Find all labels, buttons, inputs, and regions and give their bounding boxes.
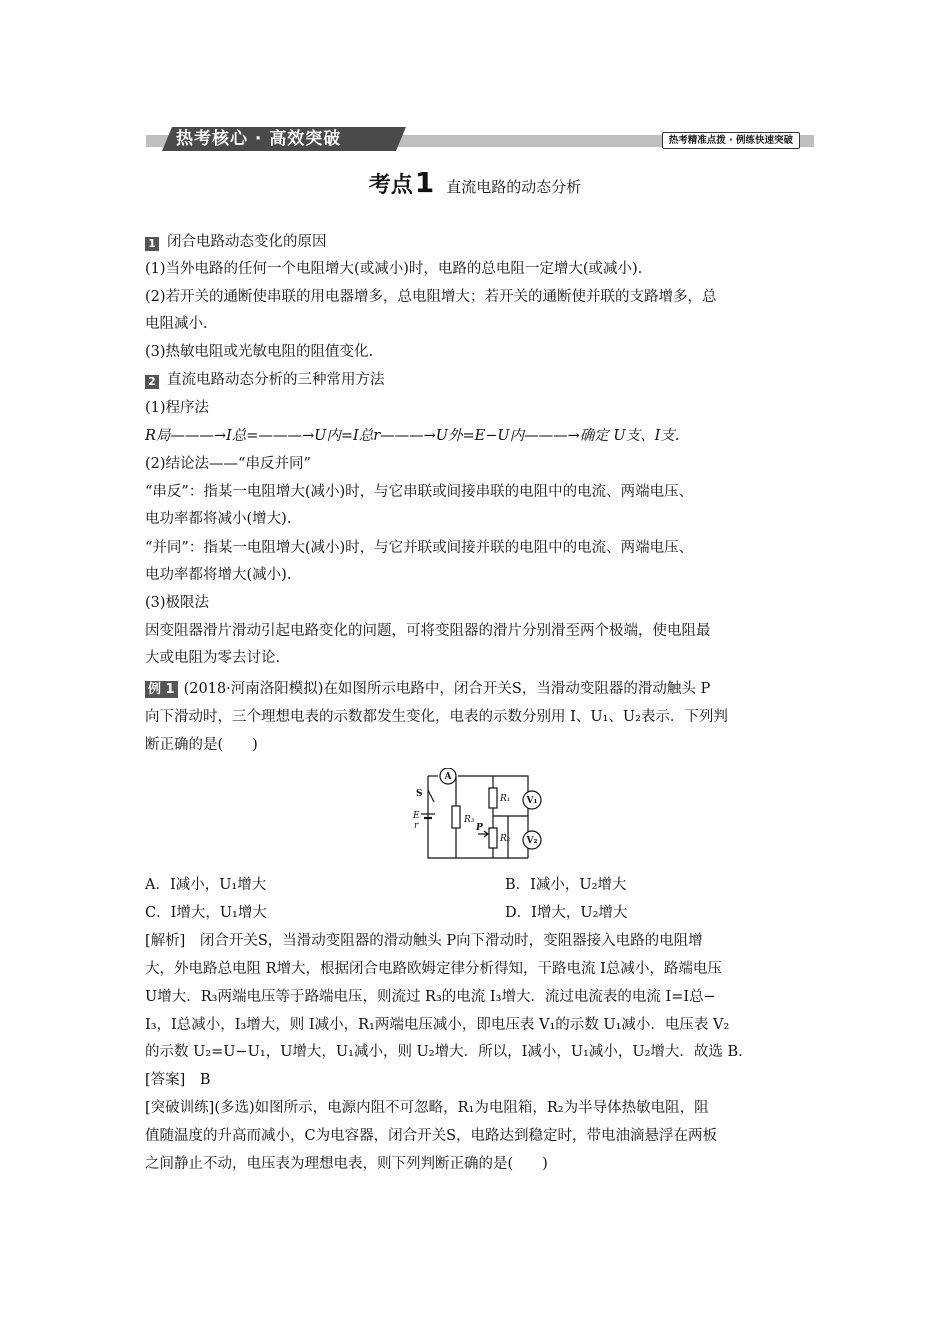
analysis-line: 大，外电路总电阻 R增大，根据闭合电路欧姆定律分析得知，干路电流 I总减小，路端电压 <box>145 961 722 977</box>
option-a: A．I减小，U₁增大 <box>145 877 267 893</box>
text-line: 电功率都将减小(增大). <box>145 511 292 527</box>
banner-title: 热考核心 · 高效突破 <box>176 129 342 149</box>
training-line: 值随温度的升高而减小，C为电容器，闭合开关S，电路达到稳定时，带电油滴悬浮在两板 <box>145 1128 718 1144</box>
rheostat-r2-icon <box>489 828 497 848</box>
topic-prefix: 考点 <box>368 173 413 198</box>
option-d: D．I增大，U₂增大 <box>505 905 628 921</box>
topic-title: 直流电路的动态分析 <box>446 178 582 196</box>
training-line: [突破训练](多选)如图所示，电源内阻不可忽略，R₁为电阻箱，R₂为半导体热敏电阻，阻 <box>145 1100 709 1116</box>
section-banner <box>146 127 814 151</box>
training-line: 之间静止不动，电压表为理想电表，则下列判断正确的是( ) <box>145 1156 548 1172</box>
r1-label: R₁ <box>500 794 511 804</box>
slider-label: P <box>476 823 483 833</box>
text-line: 因变阻器滑片滑动引起电路变化的问题，可将变阻器的滑片分别滑至两个极端，使电阻最 <box>145 623 711 639</box>
text-line: “串反”：指某一电阻增大(减小)时，与它串联或间接串联的电阻中的电流、两端电压、 <box>145 484 694 500</box>
section-heading-1 <box>145 232 327 252</box>
emf-label: E <box>413 811 420 821</box>
text-line: 电功率都将增大(减小). <box>145 567 292 583</box>
text-line: “并同”：指某一电阻增大(减小)时，与它并联或间接并联的电阻中的电流、两端电压、 <box>145 540 694 556</box>
section-number-icon: 1 <box>145 237 159 251</box>
v1-label: V₁ <box>526 796 538 806</box>
section-heading-2 <box>145 370 385 390</box>
example-label: 例 1 <box>145 681 178 698</box>
text-line: (3)极限法 <box>145 595 210 611</box>
text-line: 电阻减小. <box>145 316 208 332</box>
section-title: 直流电路动态分析的三种常用方法 <box>167 372 385 388</box>
topic-heading <box>0 166 950 199</box>
v2-label: V₂ <box>526 836 538 846</box>
question-line: (2018·河南洛阳模拟)在如图所示电路中，闭合开关S，当滑动变阻器的滑动触头 P <box>183 681 711 697</box>
option-b: B．I减小，U₂增大 <box>505 877 627 893</box>
answer-line: [答案] B <box>145 1072 211 1088</box>
text-line: (3)热敏电阻或光敏电阻的阻值变化. <box>145 344 374 360</box>
text-line: (2)结论法——“串反并同” <box>145 456 311 472</box>
analysis-line: I₃，I总减小，I₃增大，则 I减小，R₁两端电压减小，即电压表 V₁的示数 U₁减小．电压表 V₂ <box>145 1017 730 1033</box>
topic-number: 1 <box>414 166 435 199</box>
question-line: 断正确的是( ) <box>145 737 258 753</box>
analysis-line: 的示数 U₂=U−U₁，U增大，U₁减小，则 U₂增大．所以，I减小，U₁减小，U₂增大．故选 B. <box>145 1044 743 1060</box>
analysis-line: [解析] 闭合开关S，当滑动变阻器的滑动触头 P向下滑动时，变阻器接入电路的电阻增 <box>145 933 703 949</box>
resistor-r1-icon <box>489 788 497 808</box>
resistor-r3-icon <box>452 806 460 828</box>
question-line: 向下滑动时，三个理想电表的示数都发生变化，电表的示数分别用 I、U₁、U₂表示．下列判 <box>145 709 728 725</box>
text-line: (2)若开关的通断使串联的用电器增多，总电阻增大；若开关的通断使并联的支路增多，总 <box>145 289 717 305</box>
r3-label: R₃ <box>464 815 475 825</box>
banner-subtitle: 热考精准点拨 · 例练快速突破 <box>662 132 800 149</box>
switch-icon <box>428 790 434 802</box>
r2-label: R₂ <box>500 834 511 844</box>
analysis-line: U增大．R₃两端电压等于路端电压，则流过 R₃的电流 I₃增大．流过电流表的电流 I=I总− <box>145 989 716 1005</box>
switch-label: S <box>416 789 423 799</box>
internal-resistance-label: r <box>414 821 419 831</box>
ammeter-label: A <box>444 772 452 782</box>
text-line: 大或电阻为零去讨论. <box>145 650 281 666</box>
option-c: C．I增大，U₁增大 <box>145 905 267 921</box>
section-number-icon: 2 <box>145 375 159 389</box>
text-line: (1)当外电路的任何一个电阻增大(或减小)时，电路的总电阻一定增大(或减小). <box>145 261 643 277</box>
example-question <box>145 679 710 699</box>
section-title: 闭合电路动态变化的原因 <box>167 234 327 250</box>
circuit-diagram <box>408 768 568 868</box>
text-line: (1)程序法 <box>145 400 210 416</box>
procedure-chain: R局———→I总=———→U内=I总r———→U外=E−U内———→确定 U支、I支. <box>145 428 680 444</box>
